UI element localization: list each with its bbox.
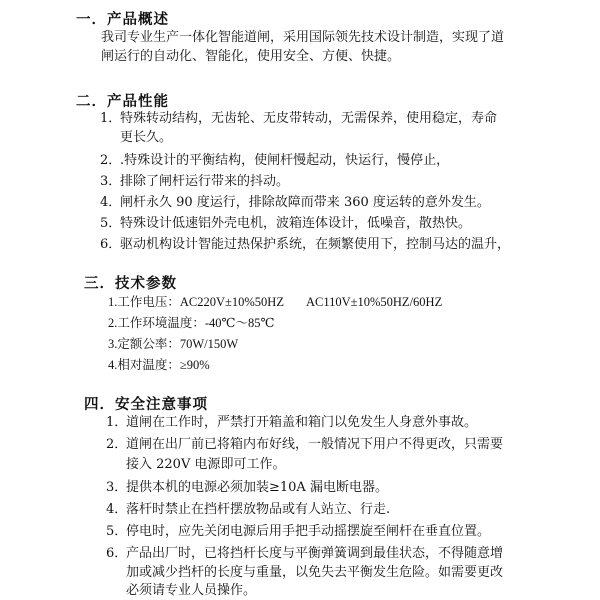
- performance-item-1-line-1: 特殊转动结构，无齿轮、无皮带转动，无需保养，使用稳定，寿命: [120, 111, 498, 126]
- performance-item-4-line-1: 闸杆永久 90 度运行，排除故障而带来 360 度运转的意外发生。: [120, 195, 490, 210]
- spec-power: 3.定额公率：70W/150W: [108, 337, 239, 351]
- section-heading-performance: 二．产品性能: [76, 94, 169, 110]
- safety-item-3-number: 3．: [106, 480, 128, 495]
- performance-item-5-number: 5．: [100, 216, 122, 231]
- safety-item-5-line-1: 停电时，应先关闭电源后用手把手动摇摆旋至闸杆在垂直位置。: [126, 524, 491, 539]
- performance-item-3-number: 3．: [100, 174, 122, 189]
- performance-item-1-line-2: 更长久。: [120, 130, 173, 145]
- performance-item-3-line-1: 排除了闸杆运行带来的抖动。: [120, 174, 290, 189]
- overview-line-1: 我司专业生产一体化智能道闸，采用国际领先技术设计制造，实现了道: [101, 30, 505, 45]
- spec-voltage: [108, 293, 442, 311]
- performance-item-6-number: 6．: [100, 237, 122, 252]
- safety-item-4-number: 4．: [106, 502, 128, 517]
- safety-item-2-line-2: 接入 220V 电源即可工作。: [126, 457, 286, 472]
- safety-item-6-line-1: 产品出厂时，已将挡杆长度与平衡弹簧调到最佳状态，不得随意增: [126, 546, 504, 561]
- safety-item-6-number: 6．: [106, 546, 128, 561]
- safety-item-4-line-1: 落杆时禁止在挡杆摆放物品或有人站立、行走.: [126, 502, 391, 517]
- spec-temperature: 2.工作环境温度：-40℃～85℃: [108, 316, 275, 330]
- safety-item-2-line-1: 道闸在出厂前已将箱内布好线，一般情况下用户不得更改，只需要: [126, 437, 504, 452]
- safety-item-6-line-2: 加或减少挡杆的长度与重量，以免失去平衡发生危险。如需要更改: [126, 565, 504, 580]
- section-heading-safety: 四．安全注意事项: [84, 397, 208, 413]
- safety-item-2-number: 2．: [106, 437, 128, 452]
- safety-item-3-line-1: 提供本机的电源必须加装≥10A 漏电断电器。: [126, 480, 388, 495]
- performance-item-6-line-1: 驱动机构设计智能过热保护系统，在频繁使用下，控制马达的温升，: [120, 237, 511, 252]
- safety-item-1-number: 1．: [106, 415, 128, 430]
- performance-item-5-line-1: 特殊设计低速铝外壳电机，波箱连体设计，低噪音，散热快。: [120, 216, 472, 231]
- performance-item-4-number: 4．: [100, 195, 122, 210]
- spec-humidity: 4.相对温度：≥90%: [108, 358, 210, 372]
- section-heading-specs: 三．技术参数: [84, 276, 177, 292]
- overview-line-2: 闸运行的自动化、智能化，使用安全、方便、快捷。: [101, 49, 401, 64]
- safety-item-1-line-1: 道闸在工作时，严禁打开箱盖和箱门以免发生人身意外事故。: [126, 415, 478, 430]
- section-heading-overview: 一．产品概述: [76, 12, 169, 28]
- performance-item-1-number: 1．: [100, 111, 122, 126]
- spec-voltage-alt: AC110V±10%50HZ/60HZ: [305, 295, 443, 309]
- spec-voltage-label: 1.工作电压：AC220V±10%50HZ: [108, 295, 284, 309]
- performance-item-2-number: 2．: [100, 153, 122, 168]
- safety-item-6-line-3: 必须请专业人员操作。: [126, 583, 257, 598]
- safety-item-5-number: 5．: [106, 524, 128, 539]
- performance-item-2-line-1: .特殊设计的平衡结构，使闸杆慢起动，快运行，慢停止，: [120, 153, 450, 168]
